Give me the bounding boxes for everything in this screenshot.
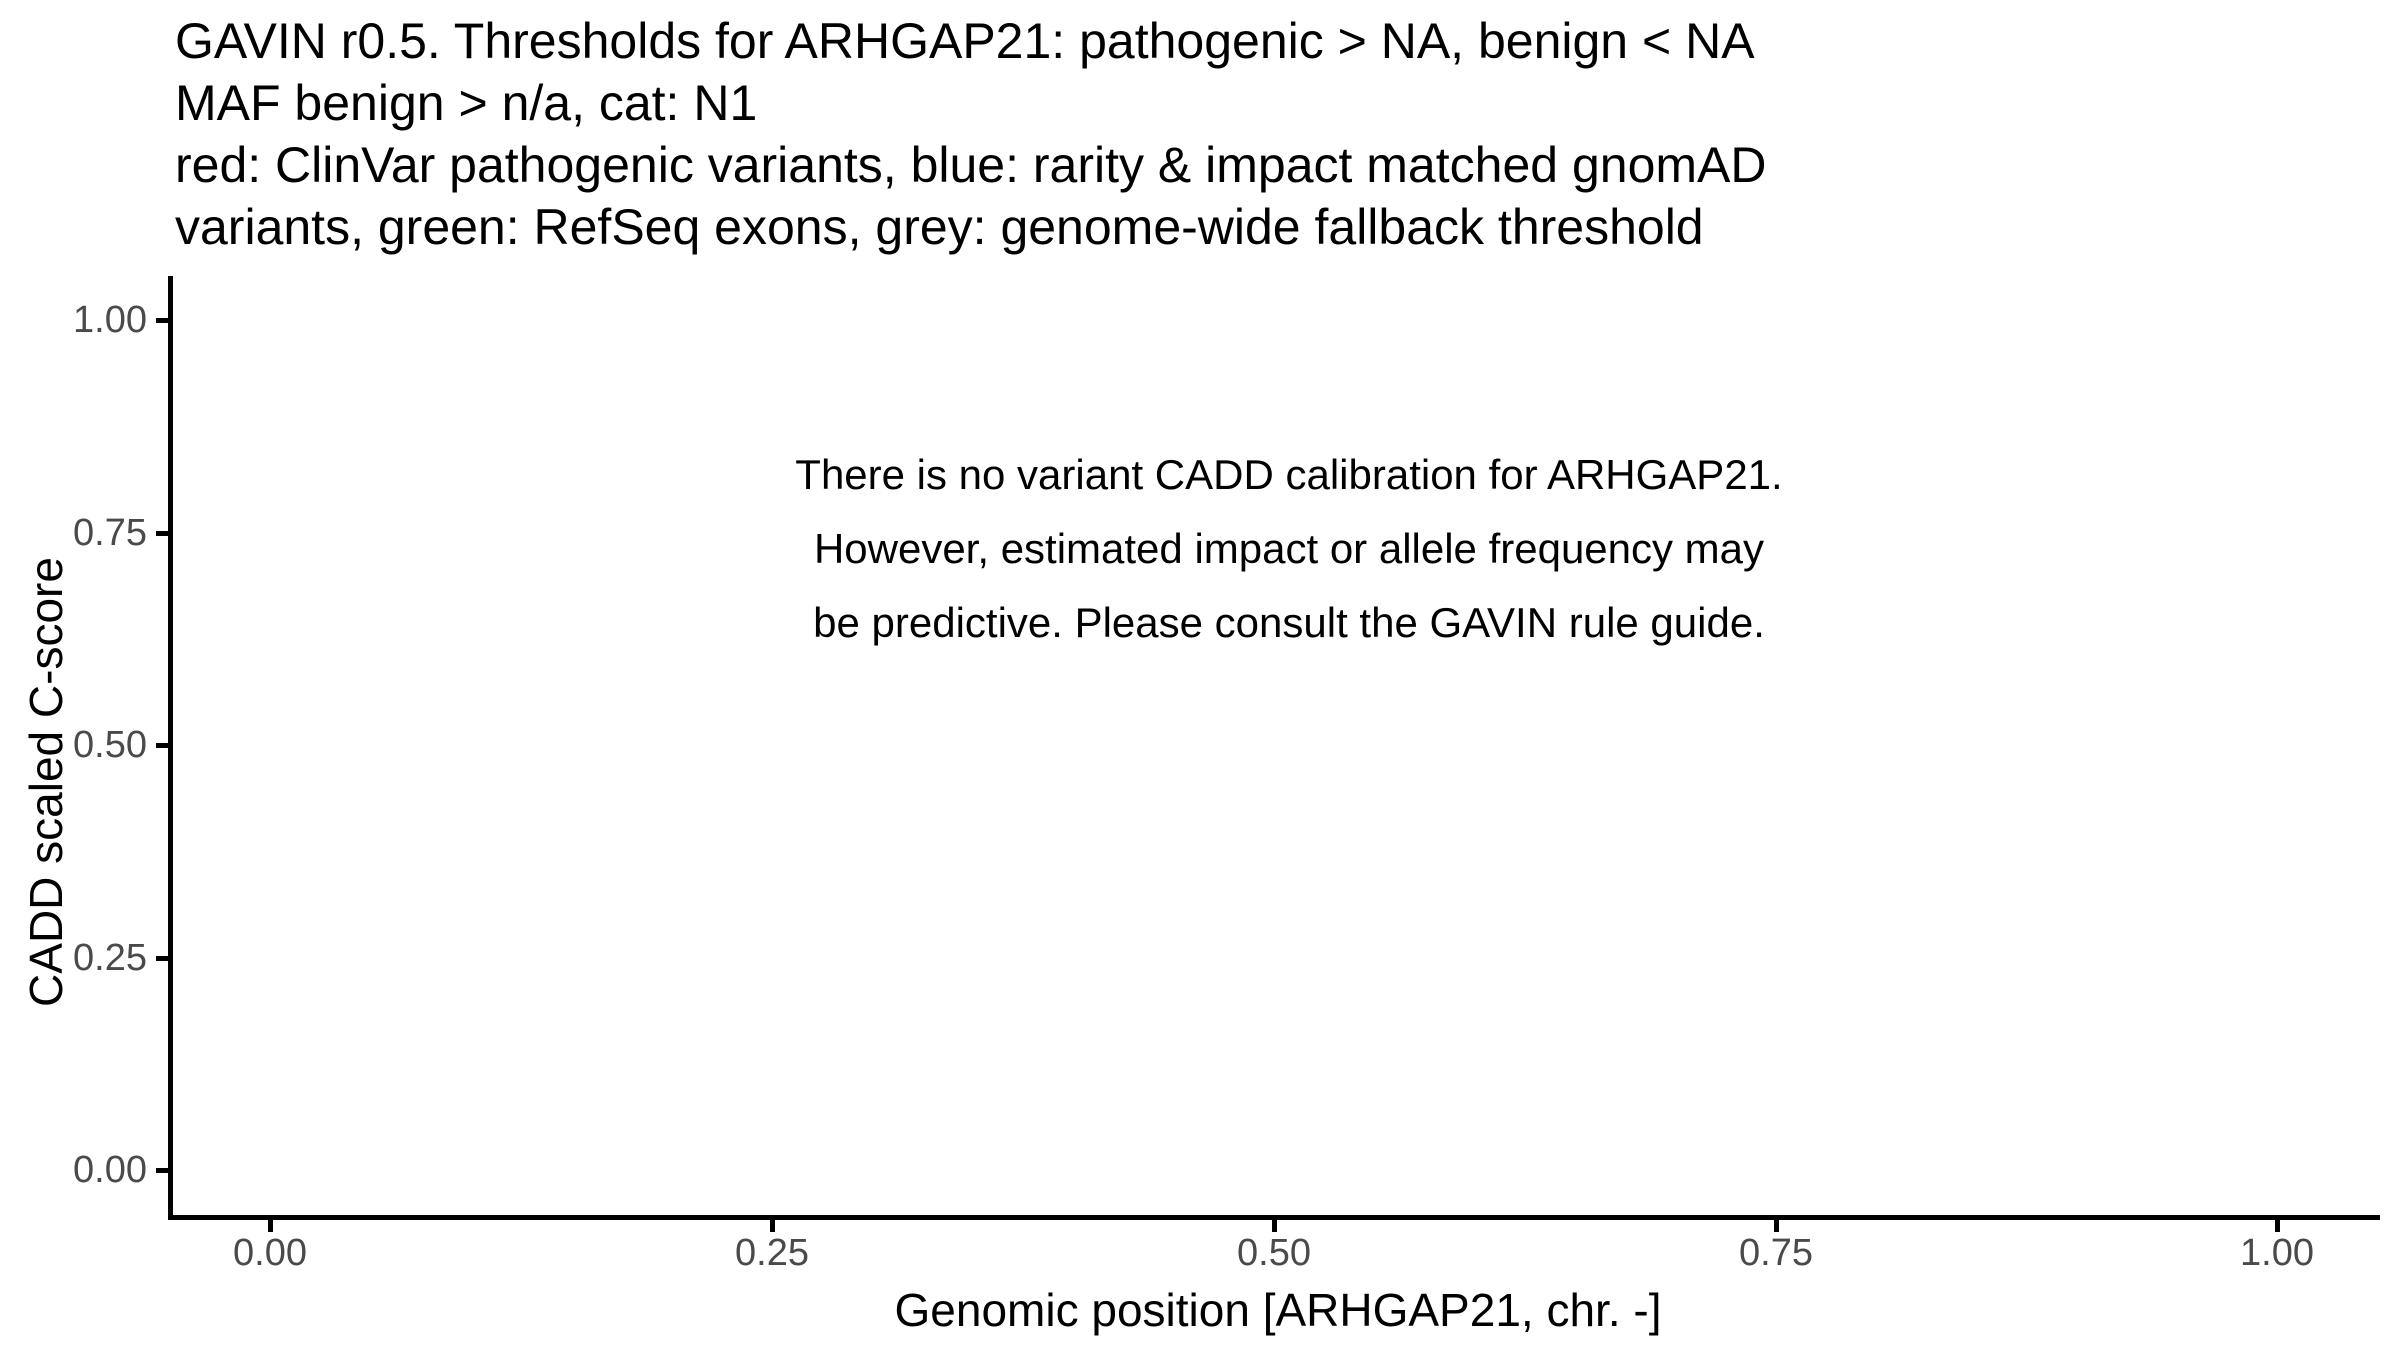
panel-annotation-line-1: There is no variant CADD calibration for ARHGAP21. <box>795 451 1783 498</box>
y-tick-label: 1.00 <box>73 299 147 341</box>
panel-annotation <box>795 438 1782 660</box>
y-tick-mark <box>156 318 168 323</box>
x-tick-mark <box>268 1220 273 1232</box>
plot-title <box>175 10 1766 258</box>
x-tick-mark <box>770 1220 775 1232</box>
panel-annotation-line-3: be predictive. Please consult the GAVIN rule guide. <box>813 599 1765 646</box>
y-tick-mark <box>156 531 168 536</box>
y-tick-mark <box>156 1168 168 1173</box>
y-axis-line <box>168 276 173 1220</box>
y-tick-mark <box>156 956 168 961</box>
y-tick-label: 0.50 <box>73 724 147 766</box>
x-tick-mark <box>1774 1220 1779 1232</box>
y-tick-label: 0.25 <box>73 937 147 979</box>
panel-annotation-line-2: However, estimated impact or allele frequency may <box>813 525 1765 572</box>
x-tick-label: 0.75 <box>1739 1232 1813 1274</box>
plot-title-line-1: GAVIN r0.5. Thresholds for ARHGAP21: pathogenic > NA, benign < NA <box>175 13 1755 69</box>
x-tick-label: 1.00 <box>2240 1232 2314 1274</box>
x-axis-title: Genomic position [ARHGAP21, chr. -] <box>894 1284 1662 1336</box>
y-tick-label: 0.00 <box>73 1149 147 1191</box>
x-tick-mark <box>1272 1220 1277 1232</box>
x-tick-label: 0.25 <box>735 1232 809 1274</box>
y-tick-mark <box>156 743 168 748</box>
x-tick-label: 0.50 <box>1237 1232 1311 1274</box>
x-tick-label: 0.00 <box>233 1232 307 1274</box>
plot-title-line-4: variants, green: RefSeq exons, grey: genome-wide fallback threshold <box>175 199 1704 255</box>
plot-panel <box>173 276 2378 1215</box>
x-tick-mark <box>2275 1220 2280 1232</box>
y-tick-label: 0.75 <box>73 512 147 554</box>
plot-title-line-3: red: ClinVar pathogenic variants, blue: rarity & impact matched gnomAD <box>175 137 1767 193</box>
plot-title-line-2: MAF benign > n/a, cat: N1 <box>175 75 758 131</box>
y-axis-title: CADD scaled C-score <box>20 557 72 1007</box>
